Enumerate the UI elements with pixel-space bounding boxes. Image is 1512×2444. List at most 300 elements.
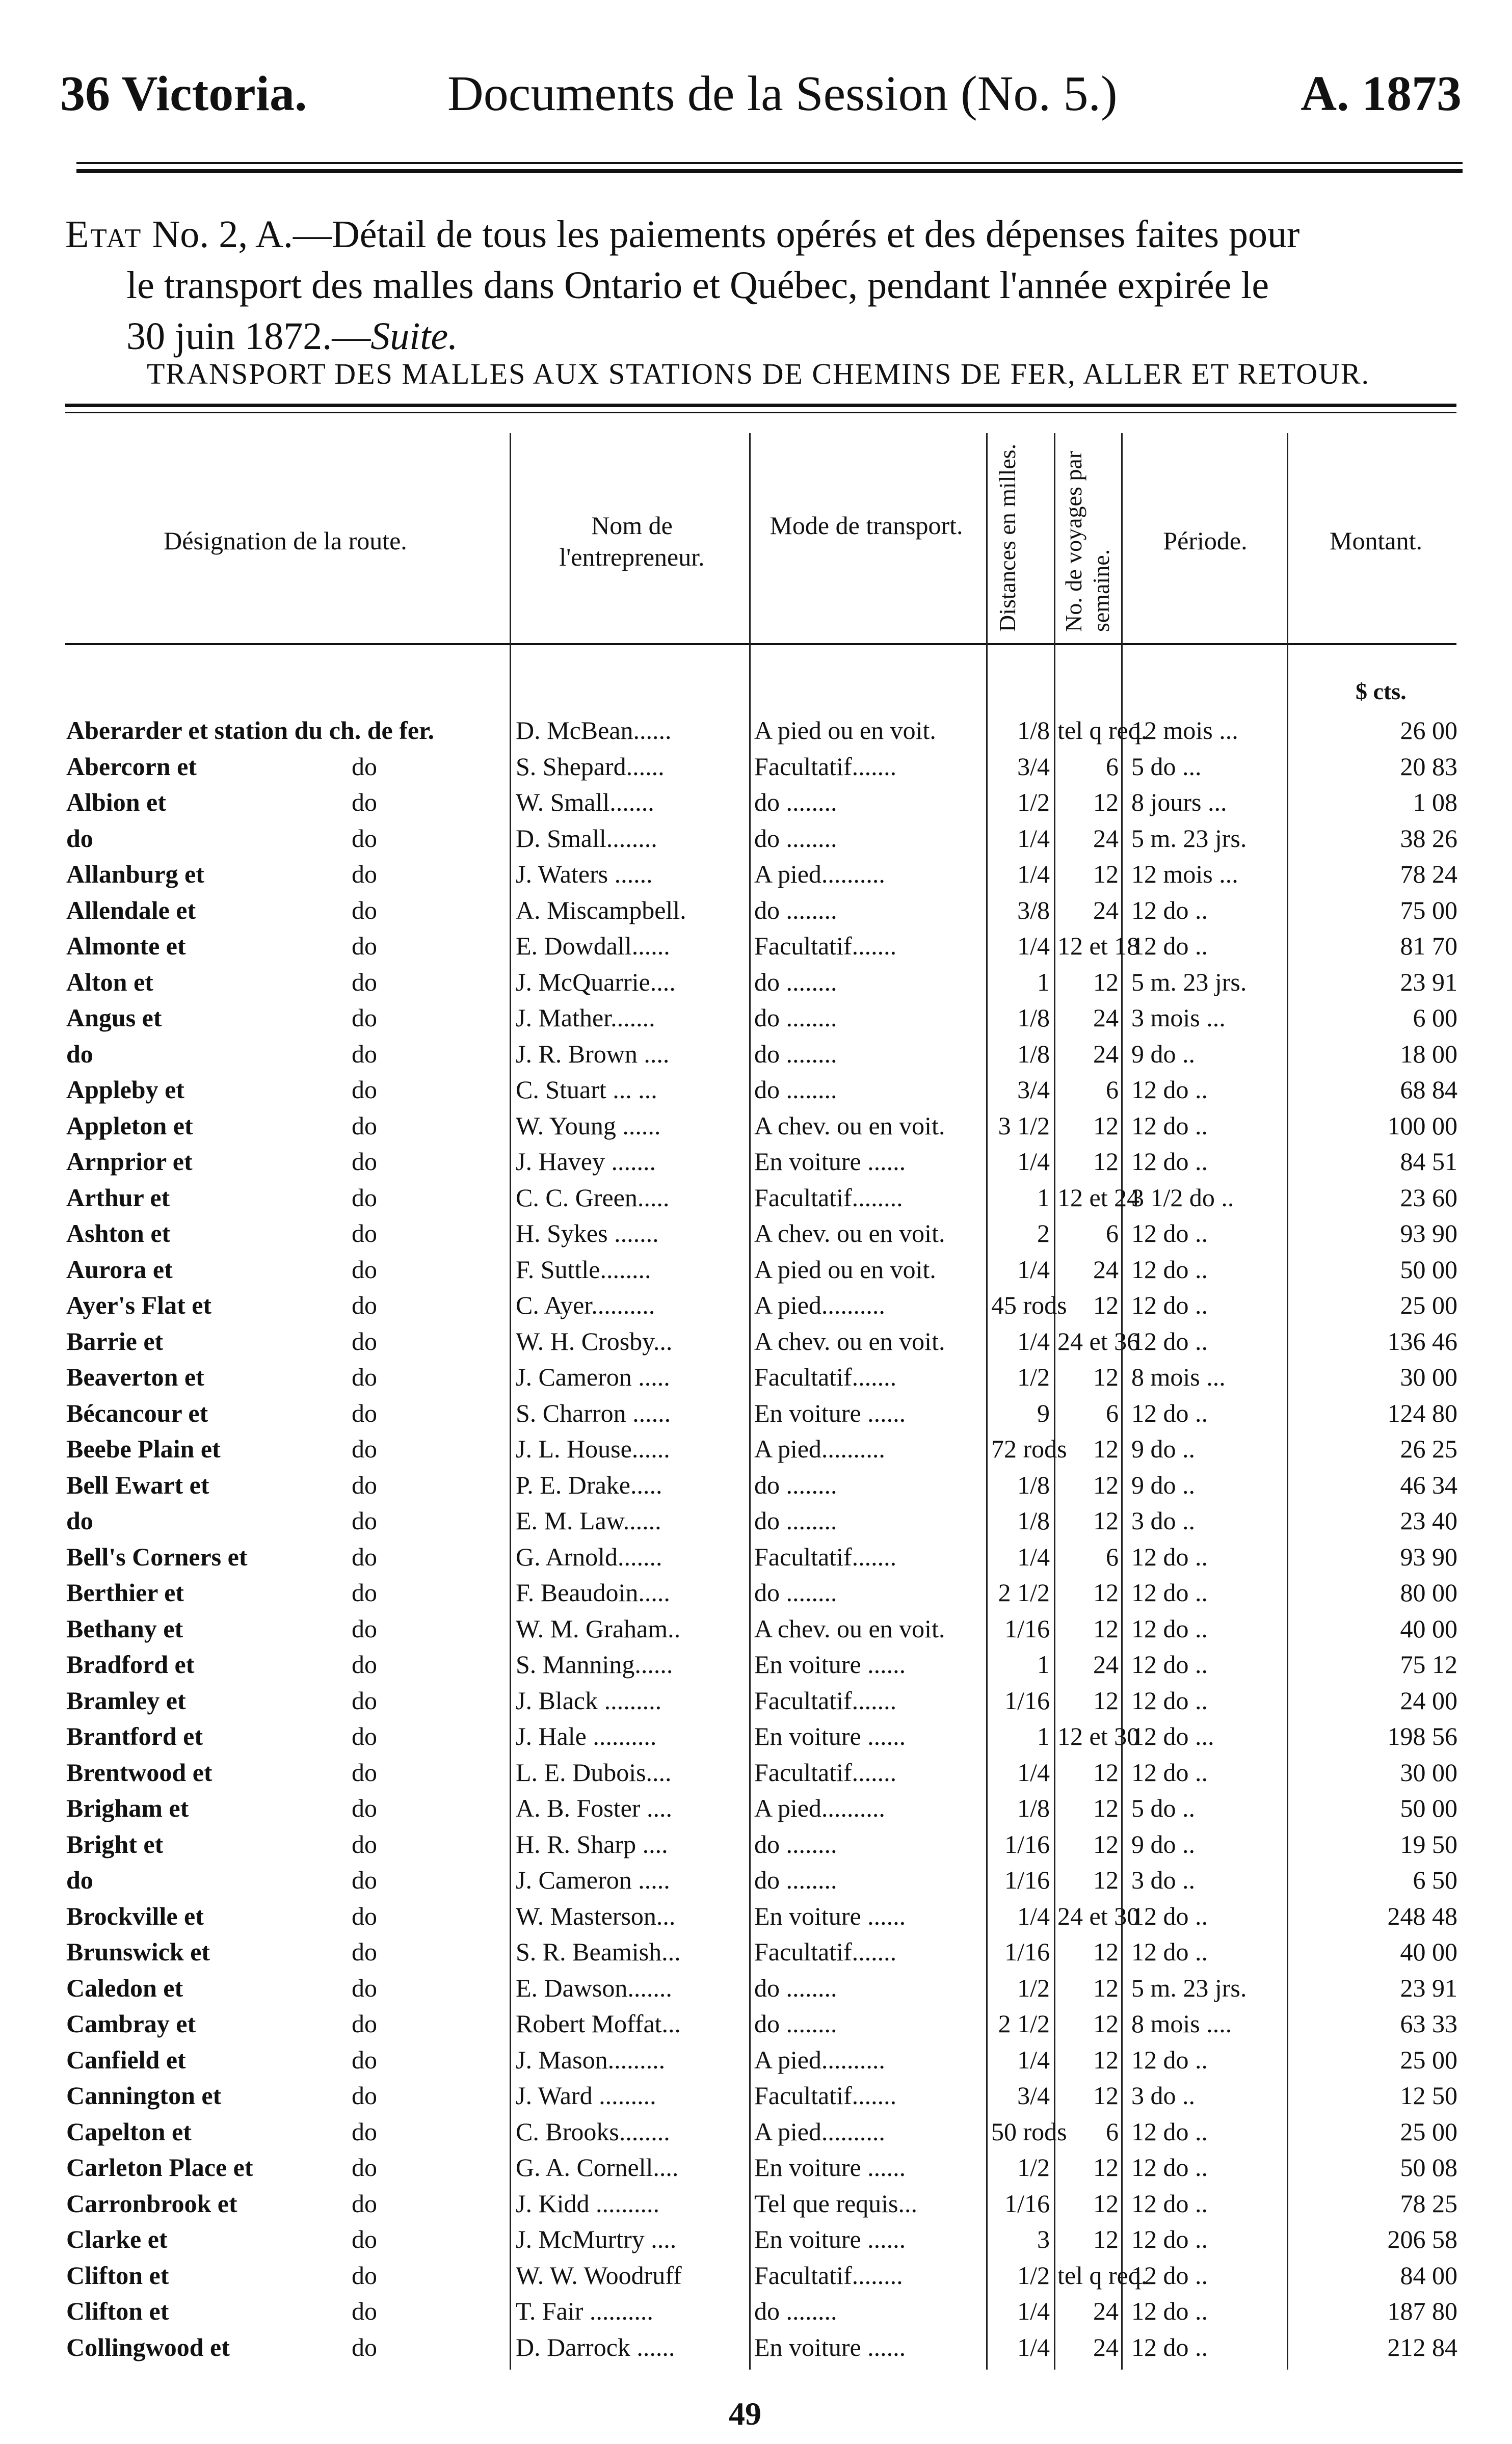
trips-cell: tel q req. xyxy=(1057,2261,1148,2290)
trips-cell: 24 xyxy=(1093,896,1119,924)
ditto-cell: do xyxy=(352,1758,377,1787)
contractor-cell: A. Miscampbell. xyxy=(516,896,686,924)
table-row xyxy=(0,1363,1512,1391)
route-cell: Allanburg et xyxy=(66,860,204,888)
table-row xyxy=(0,2153,1512,2182)
mode-cell: Tel que requis... xyxy=(754,2189,918,2218)
mode-cell: A pied.......... xyxy=(754,1794,885,1822)
trips-cell: 12 xyxy=(1093,2009,1119,2038)
trips-cell: 12 et 18 xyxy=(1057,932,1140,960)
ditto-cell: do xyxy=(352,1614,377,1643)
amount-cell: 18 00 xyxy=(1400,1040,1457,1068)
table-row xyxy=(0,1471,1512,1499)
mode-cell: A pied.......... xyxy=(754,860,885,888)
ditto-cell: do xyxy=(352,1650,377,1679)
ditto-cell: do xyxy=(352,1291,377,1319)
mode-cell: do ........ xyxy=(754,2297,837,2325)
contractor-cell: A. B. Foster .... xyxy=(516,1794,672,1822)
distance-cell: 1 xyxy=(1037,968,1050,996)
route-cell: Appleby et xyxy=(66,1075,184,1104)
period-cell: 5 do .. xyxy=(1131,1794,1195,1822)
amount-cell: 26 25 xyxy=(1400,1434,1457,1463)
contractor-cell: L. E. Dubois.... xyxy=(516,1758,672,1787)
column-header-contractor: Nom de l'entrepreneur. xyxy=(559,511,705,571)
distance-cell: 1/4 xyxy=(1017,1543,1050,1571)
ditto-cell: do xyxy=(352,1578,377,1607)
trips-cell: 6 xyxy=(1106,752,1119,781)
header-document-title: Documents de la Session (No. 5.) xyxy=(447,66,1118,121)
table-row xyxy=(0,2333,1512,2361)
contractor-cell: D. McBean...... xyxy=(516,716,672,745)
period-cell: 12 do .. xyxy=(1131,2153,1208,2182)
period-cell: 12 do .. xyxy=(1131,2333,1208,2361)
route-cell: Carleton Place et xyxy=(66,2153,253,2182)
route-cell: Cambray et xyxy=(66,2009,196,2038)
contractor-cell: D. Small........ xyxy=(516,824,657,853)
header-rule-thin xyxy=(76,162,1463,164)
period-cell: 12 do .. xyxy=(1131,1075,1208,1104)
amount-cell: 19 50 xyxy=(1400,1830,1457,1858)
ditto-cell: do xyxy=(352,1003,377,1032)
route-cell: Caledon et xyxy=(66,1974,183,2002)
mode-cell: En voiture ...... xyxy=(754,1722,906,1750)
period-cell: 12 do .. xyxy=(1131,1937,1208,1966)
table-row xyxy=(0,896,1512,924)
amount-cell: 6 50 xyxy=(1413,1866,1457,1894)
table-row xyxy=(0,1003,1512,1032)
ditto-cell: do xyxy=(352,1219,377,1247)
amount-units: $ cts. xyxy=(1356,678,1407,704)
running-header xyxy=(60,65,1462,126)
route-cell: do xyxy=(66,1866,93,1894)
distance-cell: 1/4 xyxy=(1017,1327,1050,1356)
route-cell: Almonte et xyxy=(66,932,186,960)
route-cell: Brunswick et xyxy=(66,1937,210,1966)
mode-cell: do ........ xyxy=(754,1040,837,1068)
table-row xyxy=(0,752,1512,781)
period-cell: 12 mois ... xyxy=(1131,716,1238,745)
mode-cell: A pied.......... xyxy=(754,1434,885,1463)
mode-cell: En voiture ...... xyxy=(754,1650,906,1679)
contractor-cell: C. Brooks........ xyxy=(516,2117,670,2146)
contractor-cell: S. Shepard...... xyxy=(516,752,665,781)
mode-cell: Facultatif........ xyxy=(754,1183,903,1212)
trips-cell: 24 xyxy=(1093,1040,1119,1068)
route-cell: Angus et xyxy=(66,1003,162,1032)
distance-cell: 1/4 xyxy=(1017,824,1050,853)
contractor-cell: G. A. Cornell.... xyxy=(516,2153,679,2182)
table-row xyxy=(0,1937,1512,1966)
table-row xyxy=(0,1075,1512,1104)
table-row xyxy=(0,1040,1512,1068)
distance-cell: 1/2 xyxy=(1017,2261,1050,2290)
distance-cell: 1/4 xyxy=(1017,1147,1050,1176)
amount-cell: 124 80 xyxy=(1387,1399,1457,1427)
ditto-cell: do xyxy=(352,824,377,853)
distance-cell: 50 rods xyxy=(991,2117,1067,2146)
table-row xyxy=(0,1399,1512,1427)
mode-cell: do ........ xyxy=(754,1471,837,1499)
contractor-cell: J. L. House...... xyxy=(516,1434,670,1463)
ditto-cell: do xyxy=(352,1040,377,1068)
trips-cell: 12 xyxy=(1093,1937,1119,1966)
amount-cell: 93 90 xyxy=(1400,1219,1457,1247)
distance-cell: 1/16 xyxy=(1004,1937,1050,1966)
contractor-cell: G. Arnold....... xyxy=(516,1543,662,1571)
trips-cell: 12 xyxy=(1093,1974,1119,2002)
distance-cell: 1/4 xyxy=(1017,2045,1050,2074)
route-cell: Ashton et xyxy=(66,1219,171,1247)
mode-cell: A chev. ou en voit. xyxy=(754,1219,945,1247)
period-cell: 12 do .. xyxy=(1131,2297,1208,2325)
route-cell: Bell's Corners et xyxy=(66,1543,248,1571)
contractor-cell: S. Manning...... xyxy=(516,1650,673,1679)
ditto-cell: do xyxy=(352,2333,377,2361)
mode-cell: Facultatif....... xyxy=(754,1758,897,1787)
amount-cell: 24 00 xyxy=(1400,1686,1457,1715)
distance-cell: 3/8 xyxy=(1017,896,1050,924)
table-row xyxy=(0,1830,1512,1858)
distance-cell: 3 1/2 xyxy=(998,1111,1050,1140)
contractor-cell: W. Small....... xyxy=(516,788,654,816)
contractor-cell: S. R. Beamish... xyxy=(516,1937,681,1966)
route-cell: Bécancour et xyxy=(66,1399,208,1427)
contractor-cell: C. Ayer.......... xyxy=(516,1291,655,1319)
contractor-cell: W. H. Crosby... xyxy=(516,1327,673,1356)
mode-cell: do ........ xyxy=(754,1866,837,1894)
table-row xyxy=(0,1506,1512,1535)
contractor-cell: F. Beaudoin..... xyxy=(516,1578,670,1607)
table-row xyxy=(0,1578,1512,1607)
trips-cell: 12 xyxy=(1093,968,1119,996)
contractor-cell: J. Mason......... xyxy=(516,2045,666,2074)
amount-cell: 23 91 xyxy=(1400,1974,1457,2002)
ditto-cell: do xyxy=(352,2261,377,2290)
ditto-cell: do xyxy=(352,2153,377,2182)
period-cell: 3 do .. xyxy=(1131,1506,1195,1535)
contractor-cell: Robert Moffat... xyxy=(516,2009,681,2038)
period-cell: 12 do .. xyxy=(1131,1111,1208,1140)
table-row xyxy=(0,2081,1512,2110)
ditto-cell: do xyxy=(352,1111,377,1140)
trips-cell: 12 et 24 xyxy=(1057,1183,1140,1212)
period-cell: 5 do ... xyxy=(1131,752,1202,781)
distance-cell: 1/4 xyxy=(1017,1255,1050,1284)
amount-cell: 84 51 xyxy=(1400,1147,1457,1176)
mode-cell: En voiture ...... xyxy=(754,1147,906,1176)
ditto-cell: do xyxy=(352,1471,377,1499)
table-row xyxy=(0,824,1512,853)
mode-cell: A pied.......... xyxy=(754,2117,885,2146)
contractor-cell: H. Sykes ....... xyxy=(516,1219,659,1247)
contractor-cell: J. Mather....... xyxy=(516,1003,655,1032)
contractor-cell: J. Cameron ..... xyxy=(516,1866,670,1894)
route-cell: do xyxy=(66,824,93,853)
section-title: TRANSPORT DES MALLES AUX STATIONS DE CHEMINS DE FER, ALLER ET RETOUR. xyxy=(146,357,1370,390)
distance-cell: 3/4 xyxy=(1017,2081,1050,2110)
column-header-distance: Distances en milles. xyxy=(994,443,1020,632)
mode-cell: do ........ xyxy=(754,1075,837,1104)
contractor-cell: J. Ward ......... xyxy=(516,2081,656,2110)
contractor-cell: J. Hale .......... xyxy=(516,1722,657,1750)
trips-cell: 12 xyxy=(1093,1506,1119,1535)
ditto-cell: do xyxy=(352,2225,377,2253)
amount-cell: 23 40 xyxy=(1400,1506,1457,1535)
statement-etat: Etat xyxy=(65,213,143,256)
distance-cell: 3/4 xyxy=(1017,752,1050,781)
table-row xyxy=(0,1327,1512,1356)
ditto-cell: do xyxy=(352,1327,377,1356)
ditto-cell: do xyxy=(352,1075,377,1104)
contractor-cell: J. McQuarrie.... xyxy=(516,968,676,996)
ditto-cell: do xyxy=(352,2081,377,2110)
route-cell: Abercorn et xyxy=(66,752,197,781)
trips-cell: 6 xyxy=(1106,1219,1119,1247)
table-row xyxy=(0,1543,1512,1571)
route-cell: Barrie et xyxy=(66,1327,164,1356)
table-row xyxy=(0,1974,1512,2002)
contractor-cell: W. M. Graham.. xyxy=(516,1614,681,1643)
distance-cell: 1/4 xyxy=(1017,2333,1050,2361)
period-cell: 12 do .. xyxy=(1131,1650,1208,1679)
period-cell: 12 do .. xyxy=(1131,2045,1208,2074)
column-header-route: Désignation de la route. xyxy=(164,526,407,555)
amount-cell: 206 58 xyxy=(1387,2225,1457,2253)
amount-cell: 81 70 xyxy=(1400,932,1457,960)
trips-cell: 12 xyxy=(1093,2225,1119,2253)
mode-cell: A pied.......... xyxy=(754,2045,885,2074)
table-row xyxy=(0,968,1512,996)
route-cell: Brantford et xyxy=(66,1722,203,1750)
mode-cell: do ........ xyxy=(754,824,837,853)
amount-cell: 12 50 xyxy=(1400,2081,1457,2110)
mode-cell: do ........ xyxy=(754,896,837,924)
period-cell: 5 m. 23 jrs. xyxy=(1131,968,1247,996)
mode-cell: Facultatif....... xyxy=(754,1543,897,1571)
distance-cell: 1/8 xyxy=(1017,1003,1050,1032)
amount-cell: 80 00 xyxy=(1400,1578,1457,1607)
route-cell: Cannington et xyxy=(66,2081,222,2110)
route-cell: Canfield et xyxy=(66,2045,186,2074)
trips-cell: 12 xyxy=(1093,1291,1119,1319)
statement-line-1: No. 2, A.—Détail de tous les paiements opérés et des dépenses faites pour xyxy=(152,213,1300,256)
period-cell: 12 do .. xyxy=(1131,2261,1208,2290)
amount-cell: 63 33 xyxy=(1400,2009,1457,2038)
mode-cell: Facultatif....... xyxy=(754,752,897,781)
distance-cell: 2 1/2 xyxy=(998,1578,1050,1607)
distance-cell: 1/16 xyxy=(1004,1614,1050,1643)
mode-cell: A chev. ou en voit. xyxy=(754,1327,945,1356)
route-cell: Allendale et xyxy=(66,896,196,924)
table-row xyxy=(0,1686,1512,1715)
contractor-cell: C. Stuart ... ... xyxy=(516,1075,657,1104)
mode-cell: do ........ xyxy=(754,968,837,996)
table-row xyxy=(0,2189,1512,2218)
mode-cell: En voiture ...... xyxy=(754,2153,906,2182)
amount-cell: 25 00 xyxy=(1400,2045,1457,2074)
route-cell: Aurora et xyxy=(66,1255,173,1284)
route-cell: Bright et xyxy=(66,1830,164,1858)
contractor-cell: P. E. Drake..... xyxy=(516,1471,662,1499)
amount-cell: 38 26 xyxy=(1400,824,1457,853)
header-rule-thick xyxy=(76,169,1463,173)
trips-cell: 12 xyxy=(1093,2081,1119,2110)
period-cell: 12 do .. xyxy=(1131,1543,1208,1571)
ditto-cell: do xyxy=(352,932,377,960)
amount-cell: 46 34 xyxy=(1400,1471,1457,1499)
route-cell: do xyxy=(66,1040,93,1068)
amount-cell: 93 90 xyxy=(1400,1543,1457,1571)
mode-cell: Facultatif....... xyxy=(754,1363,897,1391)
ditto-cell: do xyxy=(352,752,377,781)
mode-cell: do ........ xyxy=(754,788,837,816)
ditto-cell: do xyxy=(352,2045,377,2074)
mode-cell: A pied.......... xyxy=(754,1291,885,1319)
mode-cell: En voiture ...... xyxy=(754,1399,906,1427)
distance-cell: 9 xyxy=(1037,1399,1050,1427)
trips-cell: 12 xyxy=(1093,1111,1119,1140)
distance-cell: 1/16 xyxy=(1004,2189,1050,2218)
route-cell: Arthur et xyxy=(66,1183,170,1212)
route-cell: Carronbrook et xyxy=(66,2189,237,2218)
trips-cell: 12 xyxy=(1093,2189,1119,2218)
distance-cell: 1/2 xyxy=(1017,1363,1050,1391)
table-row xyxy=(0,2045,1512,2074)
amount-cell: 248 48 xyxy=(1387,1902,1457,1930)
route-cell: Bethany et xyxy=(66,1614,183,1643)
distance-cell: 1/4 xyxy=(1017,1902,1050,1930)
table-row xyxy=(0,1111,1512,1140)
contractor-cell: J. McMurtry .... xyxy=(516,2225,677,2253)
header-session-year: 36 Victoria. xyxy=(60,66,307,121)
ditto-cell: do xyxy=(352,2189,377,2218)
route-cell: Albion et xyxy=(66,788,166,816)
ditto-cell: do xyxy=(352,1830,377,1858)
trips-cell: 12 xyxy=(1093,1578,1119,1607)
statement-suite: Suite. xyxy=(370,315,458,358)
distance-cell: 1/8 xyxy=(1017,1506,1050,1535)
ditto-cell: do xyxy=(352,1794,377,1822)
amount-cell: 50 08 xyxy=(1400,2153,1457,2182)
table-row xyxy=(0,1147,1512,1176)
ditto-cell: do xyxy=(352,1399,377,1427)
distance-cell: 1/16 xyxy=(1004,1686,1050,1715)
period-cell: 8 jours ... xyxy=(1131,788,1227,816)
amount-cell: 6 00 xyxy=(1413,1003,1457,1032)
ditto-cell: do xyxy=(352,1183,377,1212)
amount-cell: 1 08 xyxy=(1413,788,1457,816)
trips-cell: 12 xyxy=(1093,2045,1119,2074)
contractor-cell: T. Fair .......... xyxy=(516,2297,653,2325)
mode-cell: Facultatif....... xyxy=(754,1686,897,1715)
table-row xyxy=(0,1183,1512,1212)
distance-cell: 1/2 xyxy=(1017,788,1050,816)
mode-cell: do ........ xyxy=(754,1506,837,1535)
trips-cell: 12 xyxy=(1093,788,1119,816)
distance-cell: 1/4 xyxy=(1017,932,1050,960)
distance-cell: 1/8 xyxy=(1017,1794,1050,1822)
page-number: 49 xyxy=(729,2396,761,2432)
period-cell: 12 mois ... xyxy=(1131,860,1238,888)
mode-cell: A chev. ou en voit. xyxy=(754,1111,945,1140)
ditto-cell: do xyxy=(352,1363,377,1391)
ditto-cell: do xyxy=(352,968,377,996)
table-row xyxy=(0,2297,1512,2325)
trips-cell: 12 xyxy=(1093,1866,1119,1894)
ditto-cell: do xyxy=(352,1974,377,2002)
period-cell: 3 do .. xyxy=(1131,1866,1195,1894)
route-cell: Ayer's Flat et xyxy=(66,1291,212,1319)
amount-cell: 78 24 xyxy=(1400,860,1457,888)
period-cell: 12 do .. xyxy=(1131,1686,1208,1715)
mode-cell: Facultatif....... xyxy=(754,2081,897,2110)
route-cell: Beebe Plain et xyxy=(66,1434,221,1463)
trips-cell: 12 xyxy=(1093,1758,1119,1787)
trips-cell: 6 xyxy=(1106,2117,1119,2146)
section-rule-thin xyxy=(65,412,1456,413)
table-row xyxy=(0,716,1512,745)
amount-cell: 187 80 xyxy=(1387,2297,1457,2325)
distance-cell: 2 xyxy=(1037,1219,1050,1247)
mode-cell: do ........ xyxy=(754,2009,837,2038)
table-row xyxy=(0,1255,1512,1284)
contractor-cell: F. Suttle........ xyxy=(516,1255,651,1284)
contractor-cell: J. Black ......... xyxy=(516,1686,662,1715)
ditto-cell: do xyxy=(352,1434,377,1463)
mode-cell: En voiture ...... xyxy=(754,2225,906,2253)
ditto-cell: do xyxy=(352,1506,377,1535)
period-cell: 12 do .. xyxy=(1131,1219,1208,1247)
trips-cell: 12 xyxy=(1093,1794,1119,1822)
period-cell: 9 do .. xyxy=(1131,1471,1195,1499)
table-row xyxy=(0,788,1512,816)
trips-cell: 12 xyxy=(1093,1471,1119,1499)
ditto-cell: do xyxy=(352,2297,377,2325)
ditto-cell: do xyxy=(352,896,377,924)
amount-cell: 78 25 xyxy=(1400,2189,1457,2218)
period-cell: 12 do .. xyxy=(1131,1758,1208,1787)
period-cell: 12 do .. xyxy=(1131,2117,1208,2146)
period-cell: 12 do .. xyxy=(1131,2225,1208,2253)
route-cell: Bell Ewart et xyxy=(66,1471,209,1499)
table-row xyxy=(0,860,1512,888)
contractor-cell: J. Havey ....... xyxy=(516,1147,656,1176)
period-cell: 12 do .. xyxy=(1131,932,1208,960)
table-row xyxy=(0,1722,1512,1750)
period-cell: 12 do .. xyxy=(1131,1327,1208,1356)
table-row xyxy=(0,1758,1512,1787)
route-cell: Appleton et xyxy=(66,1111,193,1140)
period-cell: 12 do .. xyxy=(1131,1255,1208,1284)
column-header-amount: Montant. xyxy=(1330,526,1422,555)
ditto-cell: do xyxy=(352,1722,377,1750)
distance-cell: 1/4 xyxy=(1017,1758,1050,1787)
period-cell: 5 m. 23 jrs. xyxy=(1131,824,1247,853)
mode-cell: do ........ xyxy=(754,1578,837,1607)
column-header-period: Période. xyxy=(1163,526,1248,555)
period-cell: 3 1/2 do .. xyxy=(1131,1183,1234,1212)
distance-cell: 1/8 xyxy=(1017,1040,1050,1068)
contractor-cell: W. W. Woodruff xyxy=(516,2261,682,2290)
trips-cell: 24 xyxy=(1093,2333,1119,2361)
amount-cell: 30 00 xyxy=(1400,1758,1457,1787)
distance-cell: 1 xyxy=(1037,1650,1050,1679)
route-cell: Arnprior et xyxy=(66,1147,193,1176)
distance-cell: 1/16 xyxy=(1004,1866,1050,1894)
trips-cell: 24 xyxy=(1093,2297,1119,2325)
trips-cell: 12 xyxy=(1093,1363,1119,1391)
route-cell: Brockville et xyxy=(66,1902,204,1930)
